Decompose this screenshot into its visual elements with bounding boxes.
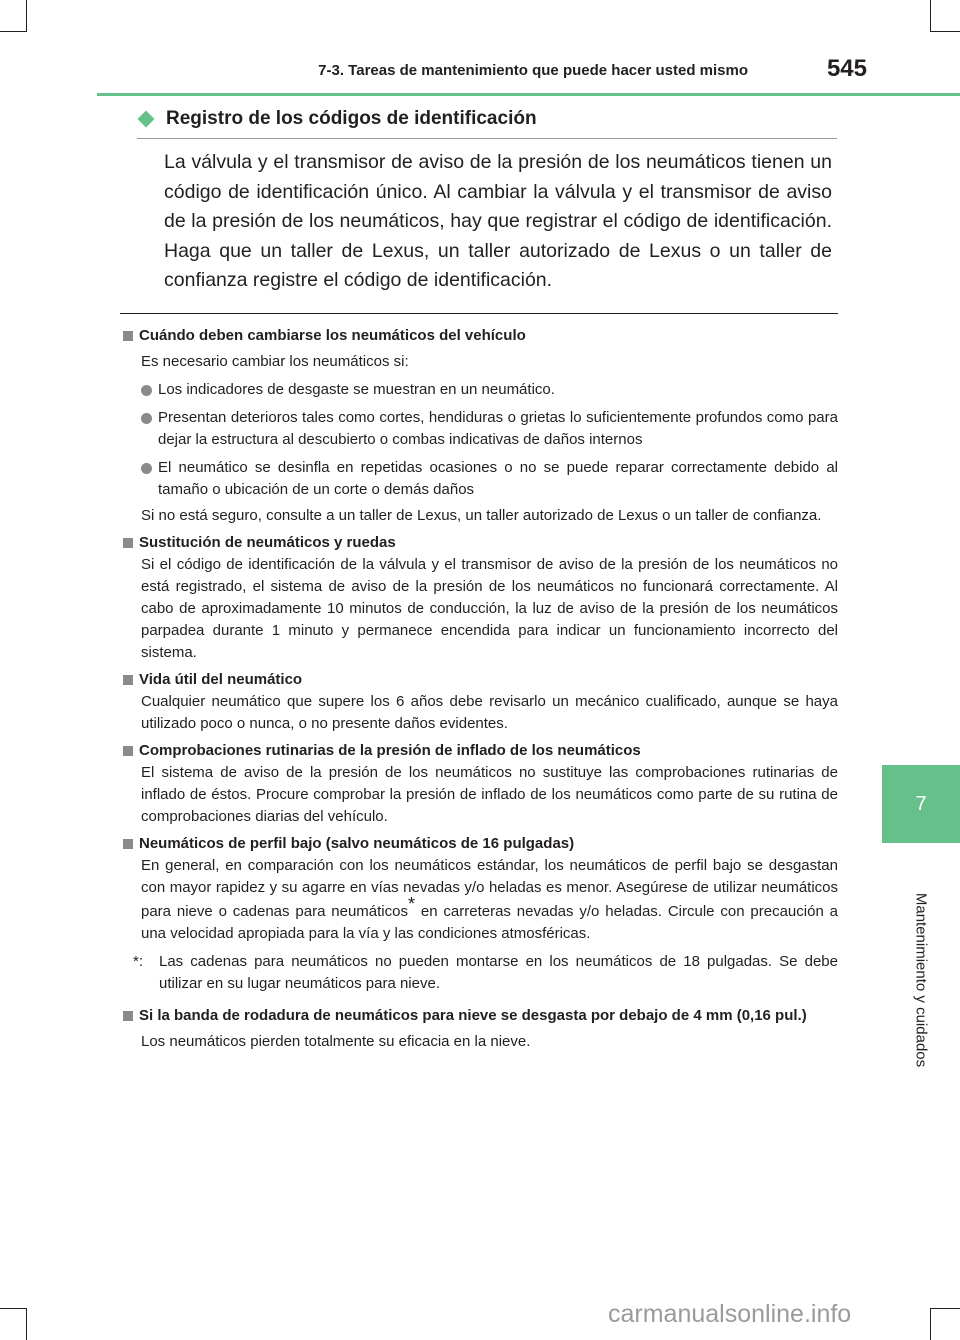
section-heading-text: Registro de los códigos de identificación	[166, 108, 537, 129]
note-text-part: en carreteras nevadas y/o heladas. Circule con precaución a una velocidad apropiada para la vía y las condiciones atmosféricas.	[141, 903, 838, 942]
note-title	[123, 833, 838, 855]
note-title	[123, 1005, 838, 1027]
crop-mark	[930, 1308, 931, 1340]
crop-mark	[26, 1308, 27, 1340]
header-rule	[97, 93, 960, 96]
section-paragraph: La válvula y el transmisor de aviso de la presión de los neumáticos tienen un código de identificación único. Al cambiar la válvula y el transmisor de aviso de la presión de los neumáticos, hay que registrar el código de identificación. Haga que un taller de Lexus, un taller autorizado de Lexus o un taller de confianza registre el código de identificación.	[164, 151, 832, 291]
divider	[120, 313, 838, 314]
note-title	[123, 325, 838, 347]
crop-mark	[930, 31, 960, 32]
note-text: Cualquier neumático que supere los 6 años debe revisarlo un mecánico cualificado, aunque se haya utilizado poco o nunca, o no presente daños evidentes.	[141, 693, 838, 732]
note-text-part: En general, en comparación con los neumáticos estándar, los neumáticos de perfil bajo se desgastan con mayor rapidez y su agarre en vías nevadas y/o heladas es menor. Asegúrese de utilizar neumáticos para nieve o cadenas para neumáticos	[141, 857, 838, 920]
running-header: 7-3. Tareas de mantenimiento que puede hacer usted mismo	[318, 62, 748, 79]
square-bullet-icon	[123, 331, 133, 341]
crop-mark	[0, 31, 27, 32]
note-title	[123, 740, 838, 762]
note	[123, 833, 838, 995]
watermark: carmanualsonline.info	[608, 1300, 852, 1328]
note	[123, 1005, 838, 1053]
note-text: Si el código de identificación de la válvula y el transmisor de aviso de la presión de los neumáticos no está registrado, el sistema de aviso de la presión de los neumáticos no funcionará correctamente. Al cabo de aproximadamente 10 minutos de conducción, la luz de aviso de la presión de los neumáticos parpadea durante 1 minuto y permanece encendida para indicar un funcionamiento incorrecto del sistema.	[141, 556, 838, 661]
dot-bullet-icon	[141, 385, 152, 396]
note-title-text: Sustitución de neumáticos y ruedas	[139, 534, 396, 551]
list-item-text: El neumático se desinfla en repetidas ocasiones o no se puede reparar correctamente debido al tamaño o ubicación de un corte o demás daños	[158, 459, 838, 498]
chapter-label: Mantenimiento y cuidados	[912, 892, 930, 1068]
note-title-text: Comprobaciones rutinarias de la presión de inflado de los neumáticos	[139, 742, 641, 759]
note-title-text: Vida útil del neumático	[139, 671, 303, 688]
crop-mark	[930, 1308, 960, 1309]
square-bullet-icon	[123, 538, 133, 548]
crop-mark	[930, 0, 931, 32]
diamond-icon	[138, 111, 155, 128]
section-heading	[137, 108, 537, 130]
square-bullet-icon	[123, 1011, 133, 1021]
list-item	[141, 379, 838, 401]
footnote-reference: *	[407, 894, 415, 914]
dot-bullet-icon	[141, 463, 152, 474]
crop-mark	[0, 1308, 27, 1309]
note-text: Los neumáticos pierden totalmente su eficacia en la nieve.	[141, 1033, 531, 1050]
footnote	[133, 951, 838, 995]
dot-bullet-icon	[141, 413, 152, 424]
note-text	[141, 855, 838, 945]
square-bullet-icon	[123, 839, 133, 849]
note-title	[123, 669, 838, 691]
note-title	[123, 532, 838, 554]
notes	[123, 325, 838, 1058]
note-title-text: Si la banda de rodadura de neumáticos para nieve se desgasta por debajo de 4 mm (0,16 pul.)	[139, 1007, 807, 1024]
list-item-text: Los indicadores de desgaste se muestran en un neumático.	[158, 381, 555, 398]
note-outro: Si no está seguro, consulte a un taller de Lexus, un taller autorizado de Lexus o un taller de confianza.	[141, 507, 822, 524]
square-bullet-icon	[123, 746, 133, 756]
footnote-mark: *:	[133, 953, 144, 970]
note	[123, 669, 838, 735]
footnote-text: Las cadenas para neumáticos no pueden montarse en los neumáticos de 18 pulgadas. Se debe utilizar en su lugar neumáticos para nieve.	[159, 953, 838, 992]
chapter-tab	[882, 765, 960, 843]
list-item	[141, 407, 838, 451]
note-text: El sistema de aviso de la presión de los neumáticos no sustituye las comprobaciones rutinarias de inflado de éstos. Procure comprobar la presión de inflado de los neumáticos como parte de su rutina de comprobaciones diarias del vehículo.	[141, 764, 838, 825]
note-intro: Es necesario cambiar los neumáticos si:	[141, 353, 409, 370]
note	[123, 325, 838, 527]
list-item	[141, 457, 838, 501]
note-title-text: Cuándo deben cambiarse los neumáticos del vehículo	[139, 327, 526, 344]
list-item-text: Presentan deterioros tales como cortes, hendiduras o grietas lo suficientemente profundos como para dejar la estructura al descubierto o combas indicativas de daños internos	[158, 409, 838, 448]
square-bullet-icon	[123, 675, 133, 685]
section-rule	[137, 138, 837, 139]
note	[123, 740, 838, 828]
chapter-number: 7	[915, 792, 927, 815]
note-title-text: Neumáticos de perfil bajo (salvo neumáticos de 16 pulgadas)	[139, 835, 575, 852]
page-number: 545	[826, 55, 867, 82]
note	[123, 532, 838, 664]
crop-mark	[26, 0, 27, 32]
